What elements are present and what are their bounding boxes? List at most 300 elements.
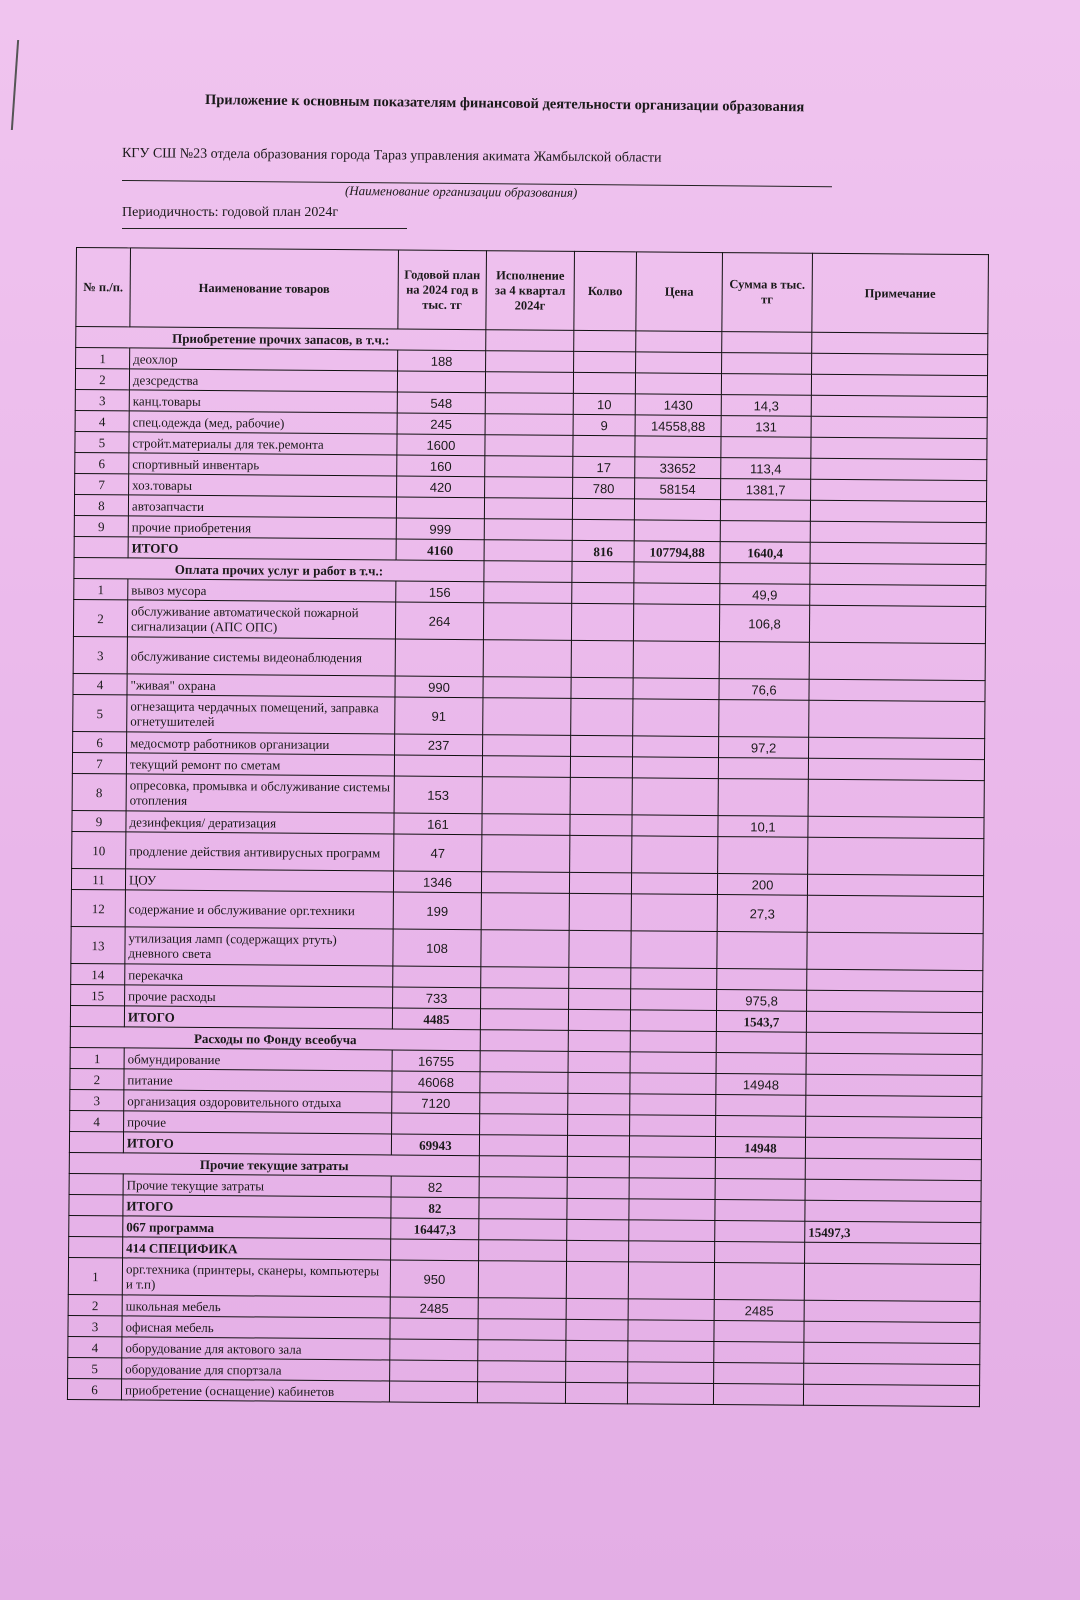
row-number: 6 <box>67 1378 121 1399</box>
row-note <box>807 932 983 970</box>
row-name: обслуживание автоматической пожарной сигнализации (АПС ОПС) <box>127 600 395 639</box>
row-qty <box>571 640 633 677</box>
row-qty <box>570 756 632 777</box>
row-number: 8 <box>74 494 128 515</box>
row-number: 15 <box>71 984 125 1005</box>
row-note <box>809 700 985 738</box>
row-note <box>809 679 985 701</box>
row-number: 2 <box>73 599 127 636</box>
empty-cell <box>628 1299 714 1321</box>
empty-cell <box>568 1030 630 1051</box>
row-sum <box>714 1363 804 1385</box>
row-sum: 49,9 <box>720 584 810 606</box>
total-label: ИТОГО <box>124 1006 392 1029</box>
row-price: 58154 <box>635 478 721 500</box>
row-plan: 7120 <box>392 1092 480 1114</box>
empty-cell <box>722 332 812 354</box>
total-qty <box>567 1135 629 1156</box>
row-number: 4 <box>75 410 129 431</box>
empty-cell <box>566 1319 628 1340</box>
row-plan: 46068 <box>392 1071 480 1093</box>
row-execution <box>481 988 569 1010</box>
empty-cell <box>478 1261 566 1299</box>
row-number: 10 <box>72 831 126 868</box>
empty-cell <box>69 1131 123 1152</box>
row-number: 3 <box>68 1315 122 1336</box>
row-plan <box>392 1113 480 1135</box>
total-plan: 82 <box>391 1197 479 1219</box>
empty-cell <box>804 1321 980 1343</box>
col-header-plan: Годовой план на 2024 год в тыс. тг <box>398 250 487 330</box>
row-execution <box>479 1177 567 1199</box>
empty-cell <box>477 1382 565 1404</box>
row-note <box>808 816 984 838</box>
row-name: дезинфекция/ дератизация <box>126 811 394 834</box>
row-number <box>69 1173 123 1194</box>
empty-cell <box>715 1242 805 1264</box>
indicators-table <box>67 247 989 1407</box>
row-qty <box>571 603 633 640</box>
total-qty: 816 <box>572 540 634 561</box>
total-plan: 69943 <box>391 1134 479 1156</box>
row-price <box>630 1094 716 1116</box>
empty-cell <box>478 1340 566 1362</box>
row-plan: 1600 <box>397 434 485 456</box>
row-sum: 200 <box>717 874 807 896</box>
empty-cell <box>627 1383 713 1405</box>
row-plan: 237 <box>395 734 483 756</box>
row-sum <box>720 521 810 543</box>
row-price <box>630 1073 716 1095</box>
row-note <box>810 584 986 606</box>
row-plan: 733 <box>393 987 481 1009</box>
row-name: деохлор <box>130 348 398 371</box>
row-execution <box>480 1114 568 1136</box>
row-qty <box>573 372 635 393</box>
row-execution <box>482 777 570 815</box>
row-note <box>810 521 986 543</box>
empty-cell <box>74 536 128 557</box>
row-qty: 9 <box>573 414 635 435</box>
empty-cell <box>391 1239 479 1261</box>
row-qty <box>568 1114 630 1135</box>
row-plan <box>397 371 485 393</box>
empty-cell <box>636 331 722 353</box>
section-title: Приобретение прочих запасов, в т.ч.: <box>76 327 486 351</box>
table-body <box>67 327 987 1407</box>
row-note <box>812 353 988 375</box>
row-name: Прочие текущие затраты <box>123 1174 391 1197</box>
row-number: 4 <box>73 673 127 694</box>
row-qty <box>567 1177 629 1198</box>
row-note <box>806 1116 982 1138</box>
row-qty: 780 <box>573 477 635 498</box>
row-price <box>630 1115 716 1137</box>
row-name: "живая" охрана <box>127 674 395 697</box>
row-price <box>631 989 717 1011</box>
row-sum <box>717 969 807 991</box>
row-price <box>633 678 719 700</box>
row-name: медосмотр работников организации <box>127 732 395 755</box>
row-name: спец.одежда (мед, рабочие) <box>129 411 397 434</box>
periodicity-underline <box>122 228 407 229</box>
col-header-execution: Исполнение за 4 квартал 2024г <box>486 251 575 331</box>
row-plan <box>390 1318 478 1340</box>
empty-cell <box>629 1157 715 1179</box>
row-execution <box>481 967 569 989</box>
row-name: хоз.товары <box>129 474 397 497</box>
row-name: приобретение (оснащение) кабинетов <box>121 1379 389 1402</box>
row-name: обслуживание системы видеонаблюдения <box>127 637 395 676</box>
row-sum: 1381,7 <box>721 479 811 501</box>
row-sum: 2485 <box>714 1300 804 1322</box>
empty-cell <box>803 1384 979 1406</box>
row-qty <box>573 435 635 456</box>
periodicity: Периодичность: годовой план 2024г <box>122 205 339 220</box>
row-number: 4 <box>68 1336 122 1357</box>
row-qty <box>568 1072 630 1093</box>
row-plan <box>390 1360 478 1382</box>
section-title: Расходы по Фонду всеобуча <box>70 1026 480 1050</box>
row-execution <box>485 393 573 415</box>
total-sum: 1640,4 <box>720 542 810 564</box>
row-note <box>810 500 986 522</box>
row-note <box>807 874 983 896</box>
row-price <box>634 499 720 521</box>
row-plan: 1346 <box>393 871 481 893</box>
organization-name: КГУ СШ №23 отдела образования города Тараз управления акимата Жамбылской области <box>121 146 662 166</box>
total-label: ИТОГО <box>128 537 396 560</box>
row-qty <box>569 893 631 930</box>
empty-cell <box>478 1319 566 1341</box>
row-execution <box>484 498 572 520</box>
row-qty <box>570 835 632 872</box>
row-name: стройт.материалы для тек.ремонта <box>129 432 397 455</box>
row-execution <box>482 835 570 873</box>
row-sum <box>721 374 811 396</box>
empty-cell <box>810 563 986 585</box>
row-note <box>809 737 985 759</box>
empty-cell <box>486 330 574 352</box>
row-execution <box>484 519 572 541</box>
row-qty <box>568 1093 630 1114</box>
row-number: 5 <box>75 431 129 452</box>
empty-cell <box>812 332 988 354</box>
row-note <box>808 779 984 817</box>
row-plan: 153 <box>394 776 482 814</box>
row-price <box>633 604 719 642</box>
empty-cell <box>566 1361 628 1382</box>
row-execution <box>484 582 572 604</box>
row-name: опресовка, промывка и обслуживание системы отопления <box>126 774 394 813</box>
row-name: спортивный инвентарь <box>129 453 397 476</box>
row-price: 1430 <box>635 394 721 416</box>
row-sum <box>722 353 812 375</box>
section-title: Прочие текущие затраты <box>69 1152 479 1176</box>
row-price <box>632 815 718 837</box>
program-plan: 16447,3 <box>391 1218 479 1240</box>
row-execution <box>482 756 570 778</box>
row-sum: 97,2 <box>719 737 809 759</box>
row-sum: 106,8 <box>719 605 809 643</box>
row-number: 12 <box>71 889 125 926</box>
row-price <box>633 641 719 679</box>
row-price <box>634 520 720 542</box>
row-number: 9 <box>72 810 126 831</box>
row-qty <box>571 698 633 735</box>
row-plan: 548 <box>397 392 485 414</box>
program-note: 15497,3 <box>805 1221 981 1243</box>
row-number: 2 <box>68 1294 122 1315</box>
row-qty <box>572 498 634 519</box>
empty-cell <box>478 1298 566 1320</box>
row-price <box>635 436 721 458</box>
row-plan: 2485 <box>390 1297 478 1319</box>
row-plan <box>394 755 482 777</box>
total-execution <box>480 1009 568 1031</box>
empty-cell <box>630 1031 716 1053</box>
row-qty <box>569 988 631 1009</box>
row-name: обмундирование <box>124 1048 392 1071</box>
row-name: автозапчасти <box>128 495 396 518</box>
row-price <box>633 699 719 737</box>
row-name: прочие расходы <box>125 985 393 1008</box>
row-price: 33652 <box>635 457 721 479</box>
row-note <box>806 1095 982 1117</box>
indicators-table-wrap <box>67 247 988 1407</box>
row-execution <box>485 435 573 457</box>
row-qty: 17 <box>573 456 635 477</box>
row-plan: 16755 <box>392 1050 480 1072</box>
empty-cell <box>69 1194 123 1215</box>
row-note <box>808 837 984 875</box>
row-number: 6 <box>73 731 127 752</box>
row-plan: 108 <box>393 929 481 967</box>
organization-caption: (Наименование организации образования) <box>344 183 578 201</box>
empty-cell <box>804 1263 980 1301</box>
total-execution <box>484 540 572 562</box>
row-plan: 990 <box>395 676 483 698</box>
row-name: прочие приобретения <box>128 516 396 539</box>
empty-cell <box>566 1340 628 1361</box>
empty-cell <box>716 1032 806 1054</box>
row-number: 8 <box>72 773 126 810</box>
empty-cell <box>479 1219 567 1241</box>
row-price <box>631 894 717 932</box>
row-plan: 950 <box>390 1260 478 1298</box>
row-plan: 82 <box>391 1176 479 1198</box>
empty-cell <box>805 1137 981 1159</box>
row-name: текущий ремонт по сметам <box>126 753 394 776</box>
row-name: организация оздоровительного отдыха <box>124 1090 392 1113</box>
empty-cell <box>805 1158 981 1180</box>
row-number: 5 <box>68 1357 122 1378</box>
total-label: ИТОГО <box>123 1195 391 1218</box>
row-name: школьная мебель <box>122 1295 390 1318</box>
row-plan <box>396 497 484 519</box>
empty-cell <box>574 330 636 351</box>
row-price <box>631 873 717 895</box>
empty-cell <box>565 1382 627 1403</box>
row-execution <box>485 414 573 436</box>
row-number: 1 <box>74 578 128 599</box>
row-qty <box>571 735 633 756</box>
row-qty <box>572 582 634 603</box>
empty-cell <box>567 1240 629 1261</box>
row-price <box>632 836 718 874</box>
row-number: 1 <box>76 348 130 369</box>
row-execution <box>485 372 573 394</box>
empty-cell <box>628 1320 714 1342</box>
empty-cell <box>479 1156 567 1178</box>
row-sum <box>716 1053 806 1075</box>
empty-cell <box>629 1241 715 1263</box>
row-execution <box>483 735 571 757</box>
total-execution <box>479 1198 567 1220</box>
row-plan: 161 <box>394 813 482 835</box>
row-qty <box>568 1051 630 1072</box>
row-number: 14 <box>71 963 125 984</box>
row-sum <box>719 700 809 738</box>
spec-title: 414 СПЕЦИФИКА <box>123 1237 391 1260</box>
empty-cell <box>806 1011 982 1033</box>
row-number: 3 <box>73 636 127 673</box>
empty-cell <box>629 1220 715 1242</box>
row-note <box>807 969 983 991</box>
row-name: содержание и обслуживание орг.техники <box>125 890 393 929</box>
row-name: огнезащита чердачных помещений, заправка огнетушителей <box>127 695 395 734</box>
row-plan: 47 <box>394 834 482 872</box>
empty-cell <box>69 1215 123 1236</box>
row-qty <box>569 930 631 967</box>
total-price <box>629 1199 715 1221</box>
empty-cell <box>480 1030 568 1052</box>
empty-cell <box>804 1300 980 1322</box>
row-qty: 10 <box>573 393 635 414</box>
empty-cell <box>810 542 986 564</box>
row-number: 11 <box>71 868 125 889</box>
row-sum <box>714 1321 804 1343</box>
empty-cell <box>715 1221 805 1243</box>
row-plan: 156 <box>396 581 484 603</box>
row-note <box>811 437 987 459</box>
total-plan: 4160 <box>396 539 484 561</box>
empty-cell <box>628 1341 714 1363</box>
row-qty <box>574 351 636 372</box>
row-name: дезсредства <box>129 369 397 392</box>
empty-cell <box>566 1298 628 1319</box>
row-name: орг.техника (принтеры, сканеры, компьютеры и т.п) <box>122 1258 390 1297</box>
row-number: 2 <box>70 1068 124 1089</box>
row-execution <box>481 893 569 931</box>
empty-cell <box>572 561 634 582</box>
row-execution <box>485 456 573 478</box>
row-sum: 14,3 <box>721 395 811 417</box>
total-qty <box>568 1009 630 1030</box>
row-number: 9 <box>74 515 128 536</box>
total-execution <box>479 1135 567 1157</box>
row-sum <box>717 932 807 970</box>
program-name: 067 программа <box>123 1216 391 1239</box>
row-qty <box>571 677 633 698</box>
row-note <box>811 416 987 438</box>
empty-cell <box>804 1363 980 1385</box>
table-header-row <box>76 248 989 334</box>
empty-cell <box>566 1261 628 1298</box>
row-number: 13 <box>71 926 125 963</box>
row-sum <box>716 1116 806 1138</box>
empty-cell <box>484 561 572 583</box>
row-name: оборудование для актового зала <box>122 1337 390 1360</box>
row-qty <box>570 814 632 835</box>
row-sum <box>715 1179 805 1201</box>
row-note <box>809 642 985 680</box>
row-sum <box>713 1384 803 1406</box>
row-price <box>630 1052 716 1074</box>
row-plan: 199 <box>393 892 481 930</box>
row-name: офисная мебель <box>122 1316 390 1339</box>
col-header-price: Цена <box>636 252 723 332</box>
row-plan <box>390 1339 478 1361</box>
row-sum <box>721 437 811 459</box>
row-sum: 14948 <box>716 1074 806 1096</box>
col-header-sum: Сумма в тыс. тг <box>722 253 813 333</box>
row-price <box>636 352 722 374</box>
row-sum: 975,8 <box>717 990 807 1012</box>
row-execution <box>483 698 571 736</box>
row-name: продление действия антивирусных программ <box>126 832 394 871</box>
row-execution <box>485 477 573 499</box>
row-sum <box>718 758 808 780</box>
row-plan: 999 <box>396 518 484 540</box>
row-price <box>632 757 718 779</box>
row-number: 1 <box>70 1047 124 1068</box>
row-note <box>809 605 985 643</box>
row-execution <box>480 1051 568 1073</box>
empty-cell <box>628 1262 714 1300</box>
row-plan: 188 <box>398 350 486 372</box>
total-price <box>630 1010 716 1032</box>
row-plan: 264 <box>395 602 483 640</box>
row-execution <box>481 872 569 894</box>
row-number: 7 <box>72 752 126 773</box>
row-name: оборудование для спортзала <box>122 1358 390 1381</box>
row-qty <box>570 777 632 814</box>
empty-cell <box>806 1032 982 1054</box>
empty-cell <box>69 1236 123 1257</box>
row-plan <box>389 1381 477 1403</box>
row-note <box>806 1053 982 1075</box>
col-header-qty: Колво <box>574 251 637 330</box>
row-plan <box>395 639 483 677</box>
row-name: утилизация ламп (содержащих ртуть) дневного света <box>125 927 393 966</box>
col-header-name: Наименование товаров <box>130 248 399 329</box>
section-title: Оплата прочих услуг и работ в т.ч.: <box>74 557 484 581</box>
row-sum: 10,1 <box>718 816 808 838</box>
total-price: 107794,88 <box>634 541 720 563</box>
row-execution <box>483 640 571 678</box>
row-plan <box>393 966 481 988</box>
row-sum <box>714 1263 804 1301</box>
row-name: прочие <box>124 1111 392 1134</box>
empty-cell <box>715 1158 805 1180</box>
empty-cell <box>805 1200 981 1222</box>
row-execution <box>482 814 570 836</box>
col-header-note: Примечание <box>812 253 989 333</box>
row-execution <box>480 1093 568 1115</box>
empty-cell <box>479 1240 567 1262</box>
row-number: 1 <box>68 1257 122 1294</box>
